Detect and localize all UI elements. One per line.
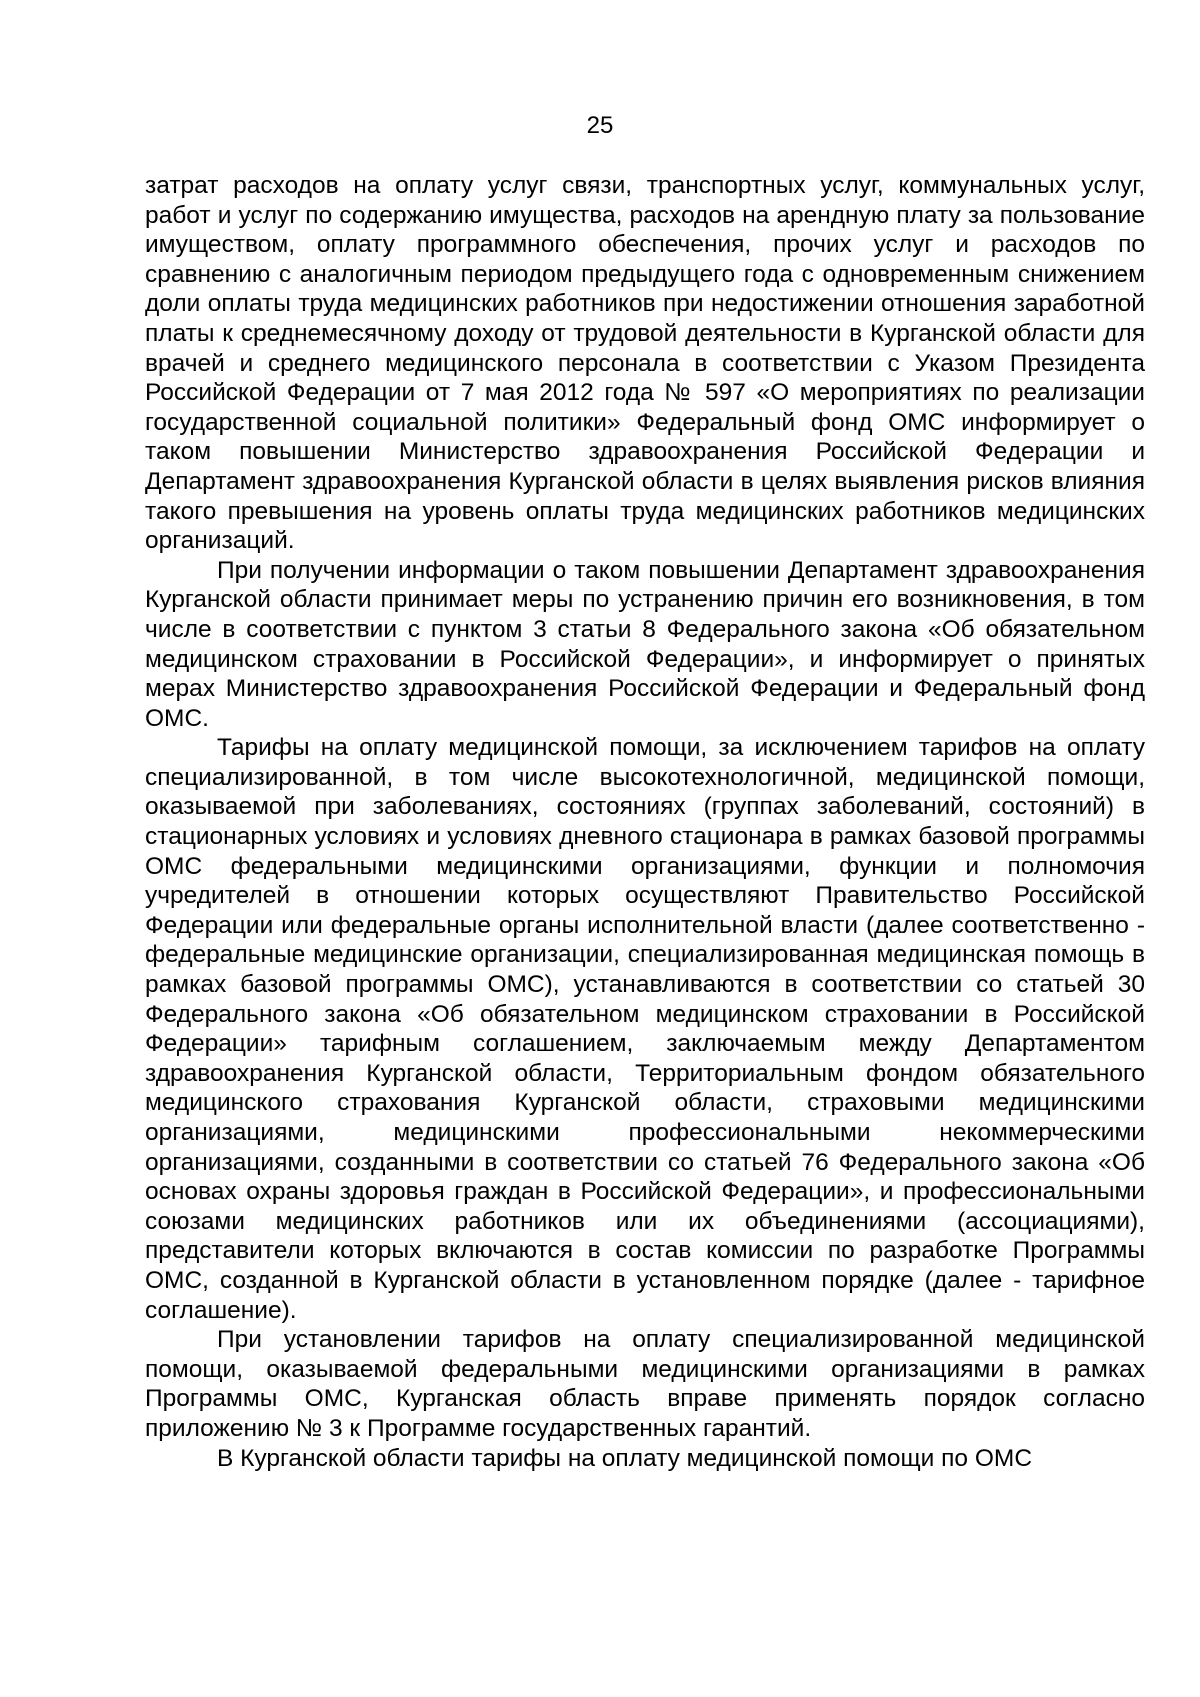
paragraph-2: При получении информации о таком повышении Департамент здравоохранения Курганской области принимает меры по устранению причин его возникновения, в том числе в соответствии с пунктом 3 статьи 8 Федерального закона «Об обязательном медицинском страховании в Российской Федерации», и информирует о принятых мерах Министерство здравоохранения Российской Федерации и Федеральный фонд ОМС. xyxy=(145,556,1145,732)
page-number: 25 xyxy=(586,112,614,139)
paragraph-1: затрат расходов на оплату услуг связи, транспортных услуг, коммунальных услуг, работ и услуг по содержанию имущества, расходов на арендную плату за пользование имуществом, оплату программного обеспечения, прочих услуг и расходов по сравнению с аналогичным периодом предыдущего года с одновременным снижением доли оплаты труда медицинских работников при недостижении отношения заработной платы к среднемесячному доходу от трудовой деятельности в Курганской области для врачей и среднего медицинского персонала в соответствии с Указом Президента Российской Федерации от 7 мая 2012 года № 597 «О мероприятиях по реализации государственной социальной политики» Федеральный фонд ОМС информирует о таком повышении Министерство здравоохранения Российской Федерации и Департамент здравоохранения Курганской области в целях выявления рисков влияния такого превышения на уровень оплаты труда медицинских работников медицинских организаций. xyxy=(145,172,1145,555)
paragraph-4: При установлении тарифов на оплату специализированной медицинской помощи, оказываемой федеральными медицинскими организациями в рамках Программы ОМС, Курганская область вправе применять порядок согласно приложению № 3 к Программе государственных гарантий. xyxy=(145,1326,1145,1442)
document-body xyxy=(145,171,1145,1473)
paragraph-3: Тарифы на оплату медицинской помощи, за исключением тарифов на оплату специализированной, в том числе высокотехнологичной, медицинской помощи, оказываемой при заболеваниях, состояниях (группах заболеваний, состояний) в стационарных условиях и условиях дневного стационара в рамках базовой программы ОМС федеральными медицинскими организациями, функции и полномочия учредителей в отношении которых осуществляют Правительство Российской Федерации или федеральные органы исполнительной власти (далее соответственно - федеральные медицинские организации, специализированная медицинская помощь в рамках базовой программы ОМС), устанавливаются в соответствии со статьей 30 Федерального закона «Об обязательном медицинском страховании в Российской Федерации» тарифным соглашением, заключаемым между Департаментом здравоохранения Курганской области, Территориальным фондом обязательного медицинского страхования Курганской области, страховыми медицинскими организациями, медицинскими профессиональными некоммерческими организациями, созданными в соответствии со статьей 76 Федерального закона «Об основах охраны здоровья граждан в Российской Федерации», и профессиональными союзами медицинских работников или их объединениями (ассоциациями), представители которых включаются в состав комиссии по разработке Программы ОМС, созданной в Курганской области в установленном порядке (далее - тарифное соглашение). xyxy=(145,734,1145,1324)
paragraph-5: В Курганской области тарифы на оплату медицинской помощи по ОМС xyxy=(217,1444,1033,1472)
